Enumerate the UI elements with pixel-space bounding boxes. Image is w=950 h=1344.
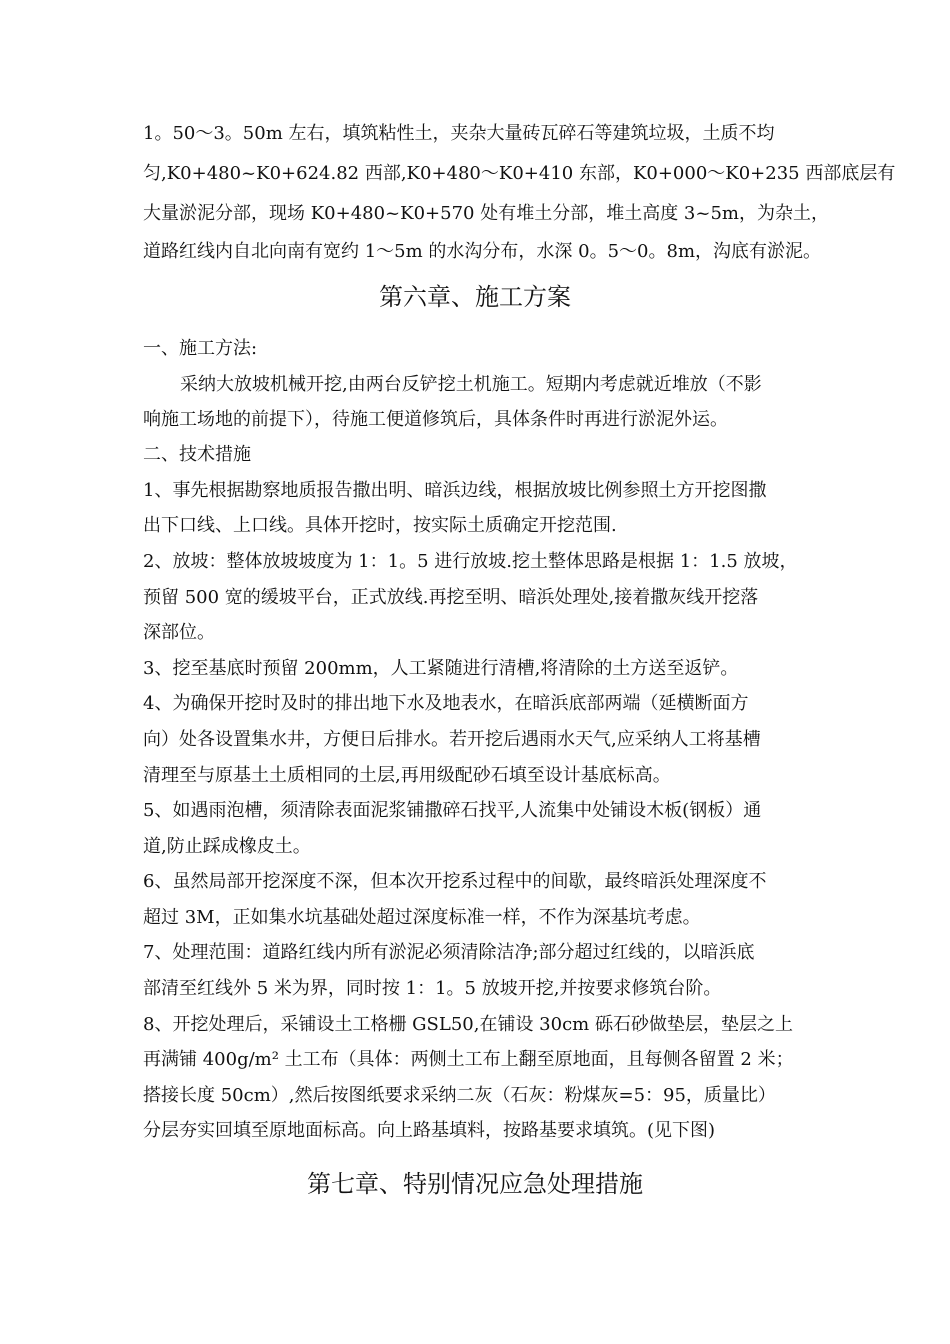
measure-line: 道,防止踩成橡皮土。 <box>143 836 311 857</box>
measure-line: 预留 500 宽的缓坡平台，正式放线.再挖至明、暗浜处理处,接着撒灰线开挖落 <box>143 587 759 608</box>
measure-line: 部清至红线外 5 米为界，同时按 1：1。5 放坡开挖,并按要求修筑台阶。 <box>143 978 722 999</box>
measure-line: 1、事先根据勘察地质报告撒出明、暗浜边线，根据放坡比例参照土方开挖图撒 <box>143 480 767 501</box>
chapter7-title: 第七章、特别情况应急处理措施 <box>307 1170 643 1198</box>
intro-line: 1。50～3。50m 左右，填筑粘性土，夹杂大量砖瓦碎石等建筑垃圾，土质不均 <box>143 123 775 144</box>
intro-line: 匀,K0+480~K0+624.82 西部,K0+480～K0+410 东部，K0+000～K0+235 西部底层有 <box>143 163 896 184</box>
measure-line: 分层夯实回填至原地面标高。向上路基填料，按路基要求填筑。(见下图) <box>143 1120 716 1141</box>
chapter6-title: 第六章、施工方案 <box>379 283 571 311</box>
intro-line: 大量淤泥分部，现场 K0+480~K0+570 处有堆土分部，堆土高度 3~5m，为杂土， <box>143 203 829 224</box>
section-heading-method: 一、施工方法: <box>143 338 258 359</box>
measure-line: 出下口线、上口线。具体开挖时，按实际土质确定开挖范围. <box>143 515 617 536</box>
measure-line: 深部位。 <box>143 622 215 643</box>
measure-line: 5、如遇雨泡槽，须清除表面泥浆铺撒碎石找平,人流集中处铺设木板(钢板）通 <box>143 800 762 821</box>
intro-line: 道路红线内自北向南有宽约 1～5m 的水沟分布，水深 0。5～0。8m，沟底有淤泥。 <box>143 241 822 262</box>
measure-line: 超过 3M，正如集水坑基础处超过深度标准一样，不作为深基坑考虑。 <box>143 907 701 928</box>
section-heading-measures: 二、技术措施 <box>143 444 251 465</box>
measure-line: 搭接长度 50cm）,然后按图纸要求采纳二灰（石灰：粉煤灰=5：95，质量比） <box>143 1085 776 1106</box>
measure-line: 再满铺 400g/m² 土工布（具体：两侧土工布上翻至原地面，且每侧各留置 2 米； <box>143 1049 794 1070</box>
method-line: 采纳大放坡机械开挖,由两台反铲挖土机施工。短期内考虑就近堆放（不影 <box>180 374 762 395</box>
measure-line: 4、为确保开挖时及时的排出地下水及地表水，在暗浜底部两端（延横断面方 <box>143 693 749 714</box>
measure-line: 6、虽然局部开挖深度不深，但本次开挖系过程中的间歇，最终暗浜处理深度不 <box>143 871 767 892</box>
measure-line: 8、开挖处理后，采铺设土工格栅 GSL50,在铺设 30cm 砾石砂做垫层，垫层之上 <box>143 1014 793 1035</box>
measure-line: 7、处理范围：道路红线内所有淤泥必须清除洁净;部分超过红线的，以暗浜底 <box>143 942 755 963</box>
method-line: 响施工场地的前提下），待施工便道修筑后，具体条件时再进行淤泥外运。 <box>143 409 728 430</box>
measure-line: 向）处各设置集水井，方便日后排水。若开挖后遇雨水天气,应采纳人工将基槽 <box>143 729 761 750</box>
measure-line: 2、放坡：整体放坡坡度为 1：1。5 进行放坡.挖土整体思路是根据 1：1.5 放坡， <box>143 551 798 572</box>
measure-line: 清理至与原基土土质相同的土层,再用级配砂石填至设计基底标高。 <box>143 765 671 786</box>
measure-line: 3、挖至基底时预留 200mm，人工紧随进行清槽,将清除的土方送至返铲。 <box>143 658 739 679</box>
